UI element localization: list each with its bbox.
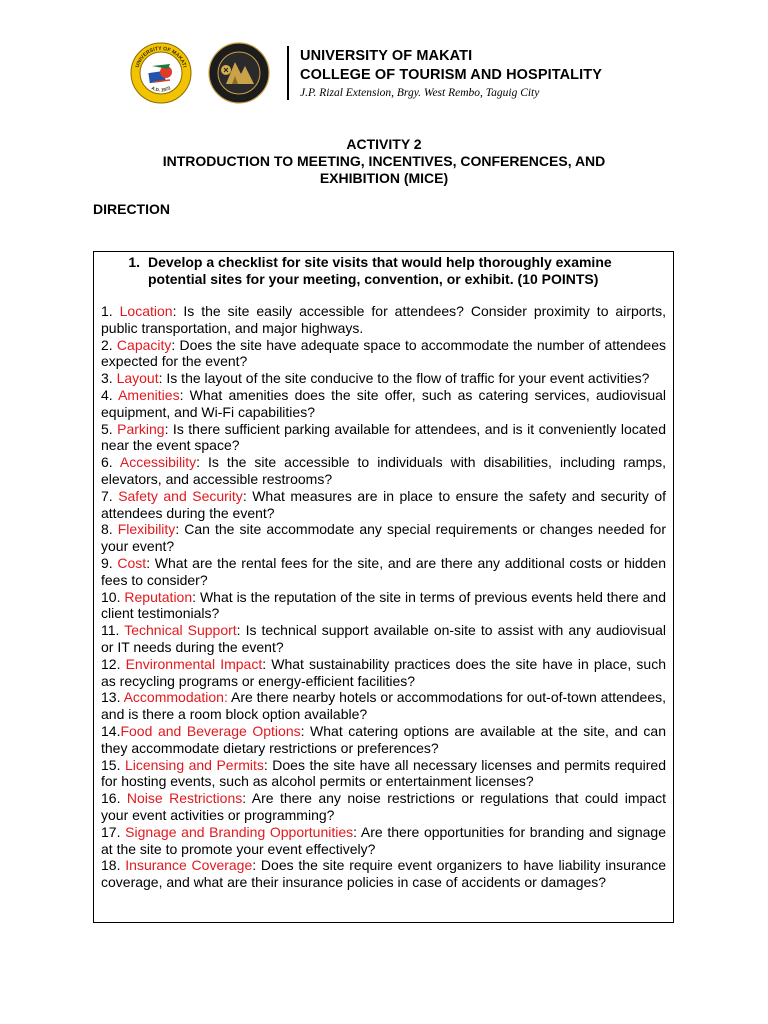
item-number: 10. xyxy=(101,588,125,605)
item-description: : Does the site require event organizers to have liability insurance coverage, and what are their insurance policies in case of accidents or damages? xyxy=(101,857,666,891)
item-keyword: Insurance Coverage xyxy=(125,857,253,874)
header-divider xyxy=(287,46,289,100)
item-number: 7. xyxy=(101,487,119,504)
item-number: 4. xyxy=(101,386,119,403)
item-description: : What sustainability practices does the site have in place, such as recycling programs or energy-efficient facilities? xyxy=(101,655,666,689)
checklist-item xyxy=(101,790,666,824)
item-description: : What amenities does the site offer, such as catering services, audiovisual equipment, and Wi-Fi capabilities? xyxy=(101,386,666,420)
item-keyword: Licensing and Permits xyxy=(124,756,264,773)
item-keyword: Reputation xyxy=(124,588,193,605)
item-description: : Are there opportunities for branding and signage at the site to promote your event effectively? xyxy=(101,823,666,857)
item-number: 18. xyxy=(101,857,126,874)
item-number: 11. xyxy=(101,622,125,639)
college-seal-logo xyxy=(208,42,270,104)
item-number: 14. xyxy=(101,722,121,739)
item-number: 3. xyxy=(101,370,117,387)
title-line-3: EXHIBITION (MICE) xyxy=(319,170,449,186)
checklist-item xyxy=(101,622,666,656)
checklist-item xyxy=(101,421,666,455)
item-description: : Is the site accessible to individuals with disabilities, including ramps, elevators, and accessible restrooms? xyxy=(101,454,666,487)
item-keyword: Amenities xyxy=(118,386,180,403)
checklist xyxy=(101,303,666,891)
university-name: UNIVERSITY OF MAKATI xyxy=(300,48,473,64)
item-keyword: Capacity xyxy=(116,336,172,353)
item-number: 12. xyxy=(101,655,126,672)
university-seal-logo xyxy=(130,42,192,104)
checklist-item xyxy=(101,589,666,623)
item-number: 9. xyxy=(101,554,118,571)
item-number: 2. xyxy=(101,336,117,353)
checklist-item xyxy=(101,454,666,488)
task-number: 1. xyxy=(128,254,140,270)
checklist-item xyxy=(101,689,666,723)
checklist-item xyxy=(101,723,666,757)
item-description: : What are the rental fees for the site, and are there any additional costs or hidden fees to consider? xyxy=(101,554,666,588)
checklist-item xyxy=(101,857,666,891)
item-description: : What catering options are available at the site, and can they accommodate dietary restrictions or preferences? xyxy=(101,722,666,756)
item-keyword: Accommodation: xyxy=(123,689,228,706)
seal-text: UNIVERSITY OF MAKATI xyxy=(134,45,188,69)
item-description: : Are there any noise restrictions or regulations that could impact your event activities or programming? xyxy=(101,790,666,823)
item-keyword: Food and Beverage Options xyxy=(120,722,301,739)
document-title xyxy=(0,136,768,187)
item-number: 13. xyxy=(101,689,124,706)
checklist-item xyxy=(101,521,666,555)
direction-heading: DIRECTION xyxy=(93,201,170,217)
seal-year: A.D. 1972 xyxy=(150,85,172,93)
item-keyword: Accessibility xyxy=(119,454,197,471)
checklist-item xyxy=(101,824,666,858)
item-number: 15. xyxy=(101,756,125,773)
institution-address: J.P. Rizal Extension, Brgy. West Rembo, Taguig City xyxy=(300,87,540,99)
item-description: : What is the reputation of the site in terms of previous events held there and client testimonials? xyxy=(101,588,666,622)
item-number: 5. xyxy=(101,420,118,437)
item-number: 8. xyxy=(101,521,118,538)
item-description: : Does the site have adequate space to accommodate the number of attendees expected for the event? xyxy=(101,336,666,370)
title-line-2: INTRODUCTION TO MEETING, INCENTIVES, CONFERENCES, AND xyxy=(162,153,606,169)
item-keyword: Signage and Branding Opportunities xyxy=(125,823,354,840)
item-description: : Is the site easily accessible for attendees? Consider proximity to airports, public transportation, and major highways. xyxy=(101,303,666,336)
item-keyword: Location xyxy=(119,303,173,319)
item-keyword: Safety and Security xyxy=(118,487,243,504)
checklist-item xyxy=(101,303,666,337)
item-number: 6. xyxy=(101,454,120,471)
item-keyword: Noise Restrictions xyxy=(126,790,243,807)
task-instruction xyxy=(101,254,666,288)
item-description: : Does the site have all necessary licenses and permits required for hosting events, such as alcohol permits or entertainment licenses? xyxy=(101,756,666,790)
item-description: : Is there sufficient parking available for attendees, and is it conveniently located near the event space? xyxy=(101,420,666,454)
activity-label: ACTIVITY 2 xyxy=(346,136,422,152)
checklist-item xyxy=(101,387,666,421)
task-text: Develop a checklist for site visits that would help thoroughly examine potential sites for your meeting, convention, or exhibit. (10 POINTS) xyxy=(148,254,612,287)
item-number: 16. xyxy=(101,790,127,807)
college-name: COLLEGE OF TOURISM AND HOSPITALITY xyxy=(300,67,602,83)
checklist-item xyxy=(101,757,666,791)
checklist-item xyxy=(101,337,666,371)
item-description: : Can the site accommodate any special requirements or changes needed for your event? xyxy=(101,521,666,555)
activity-box xyxy=(93,251,674,923)
item-description: : Is the layout of the site conducive to the flow of traffic for your event activities? xyxy=(158,370,650,387)
item-description: Are there nearby hotels or accommodations for out-of-town attendees, and is there a room block option available? xyxy=(101,689,667,723)
item-description: : What measures are in place to ensure the safety and security of attendees during the event? xyxy=(101,487,666,521)
item-number: 1. xyxy=(101,303,120,319)
item-description: : Is technical support available on-site to assist with any audiovisual or IT needs during the event? xyxy=(101,622,667,655)
item-keyword: Flexibility xyxy=(117,521,176,538)
item-keyword: Parking xyxy=(117,420,165,437)
item-keyword: Layout xyxy=(116,370,159,387)
checklist-item xyxy=(101,555,666,589)
checklist-item xyxy=(101,488,666,522)
item-keyword: Cost xyxy=(117,554,147,571)
institution-block xyxy=(300,47,602,102)
checklist-item xyxy=(101,370,666,387)
item-keyword: Technical Support xyxy=(124,622,237,639)
item-number: 17. xyxy=(101,823,126,840)
checklist-item xyxy=(101,656,666,690)
item-keyword: Environmental Impact xyxy=(125,655,263,672)
